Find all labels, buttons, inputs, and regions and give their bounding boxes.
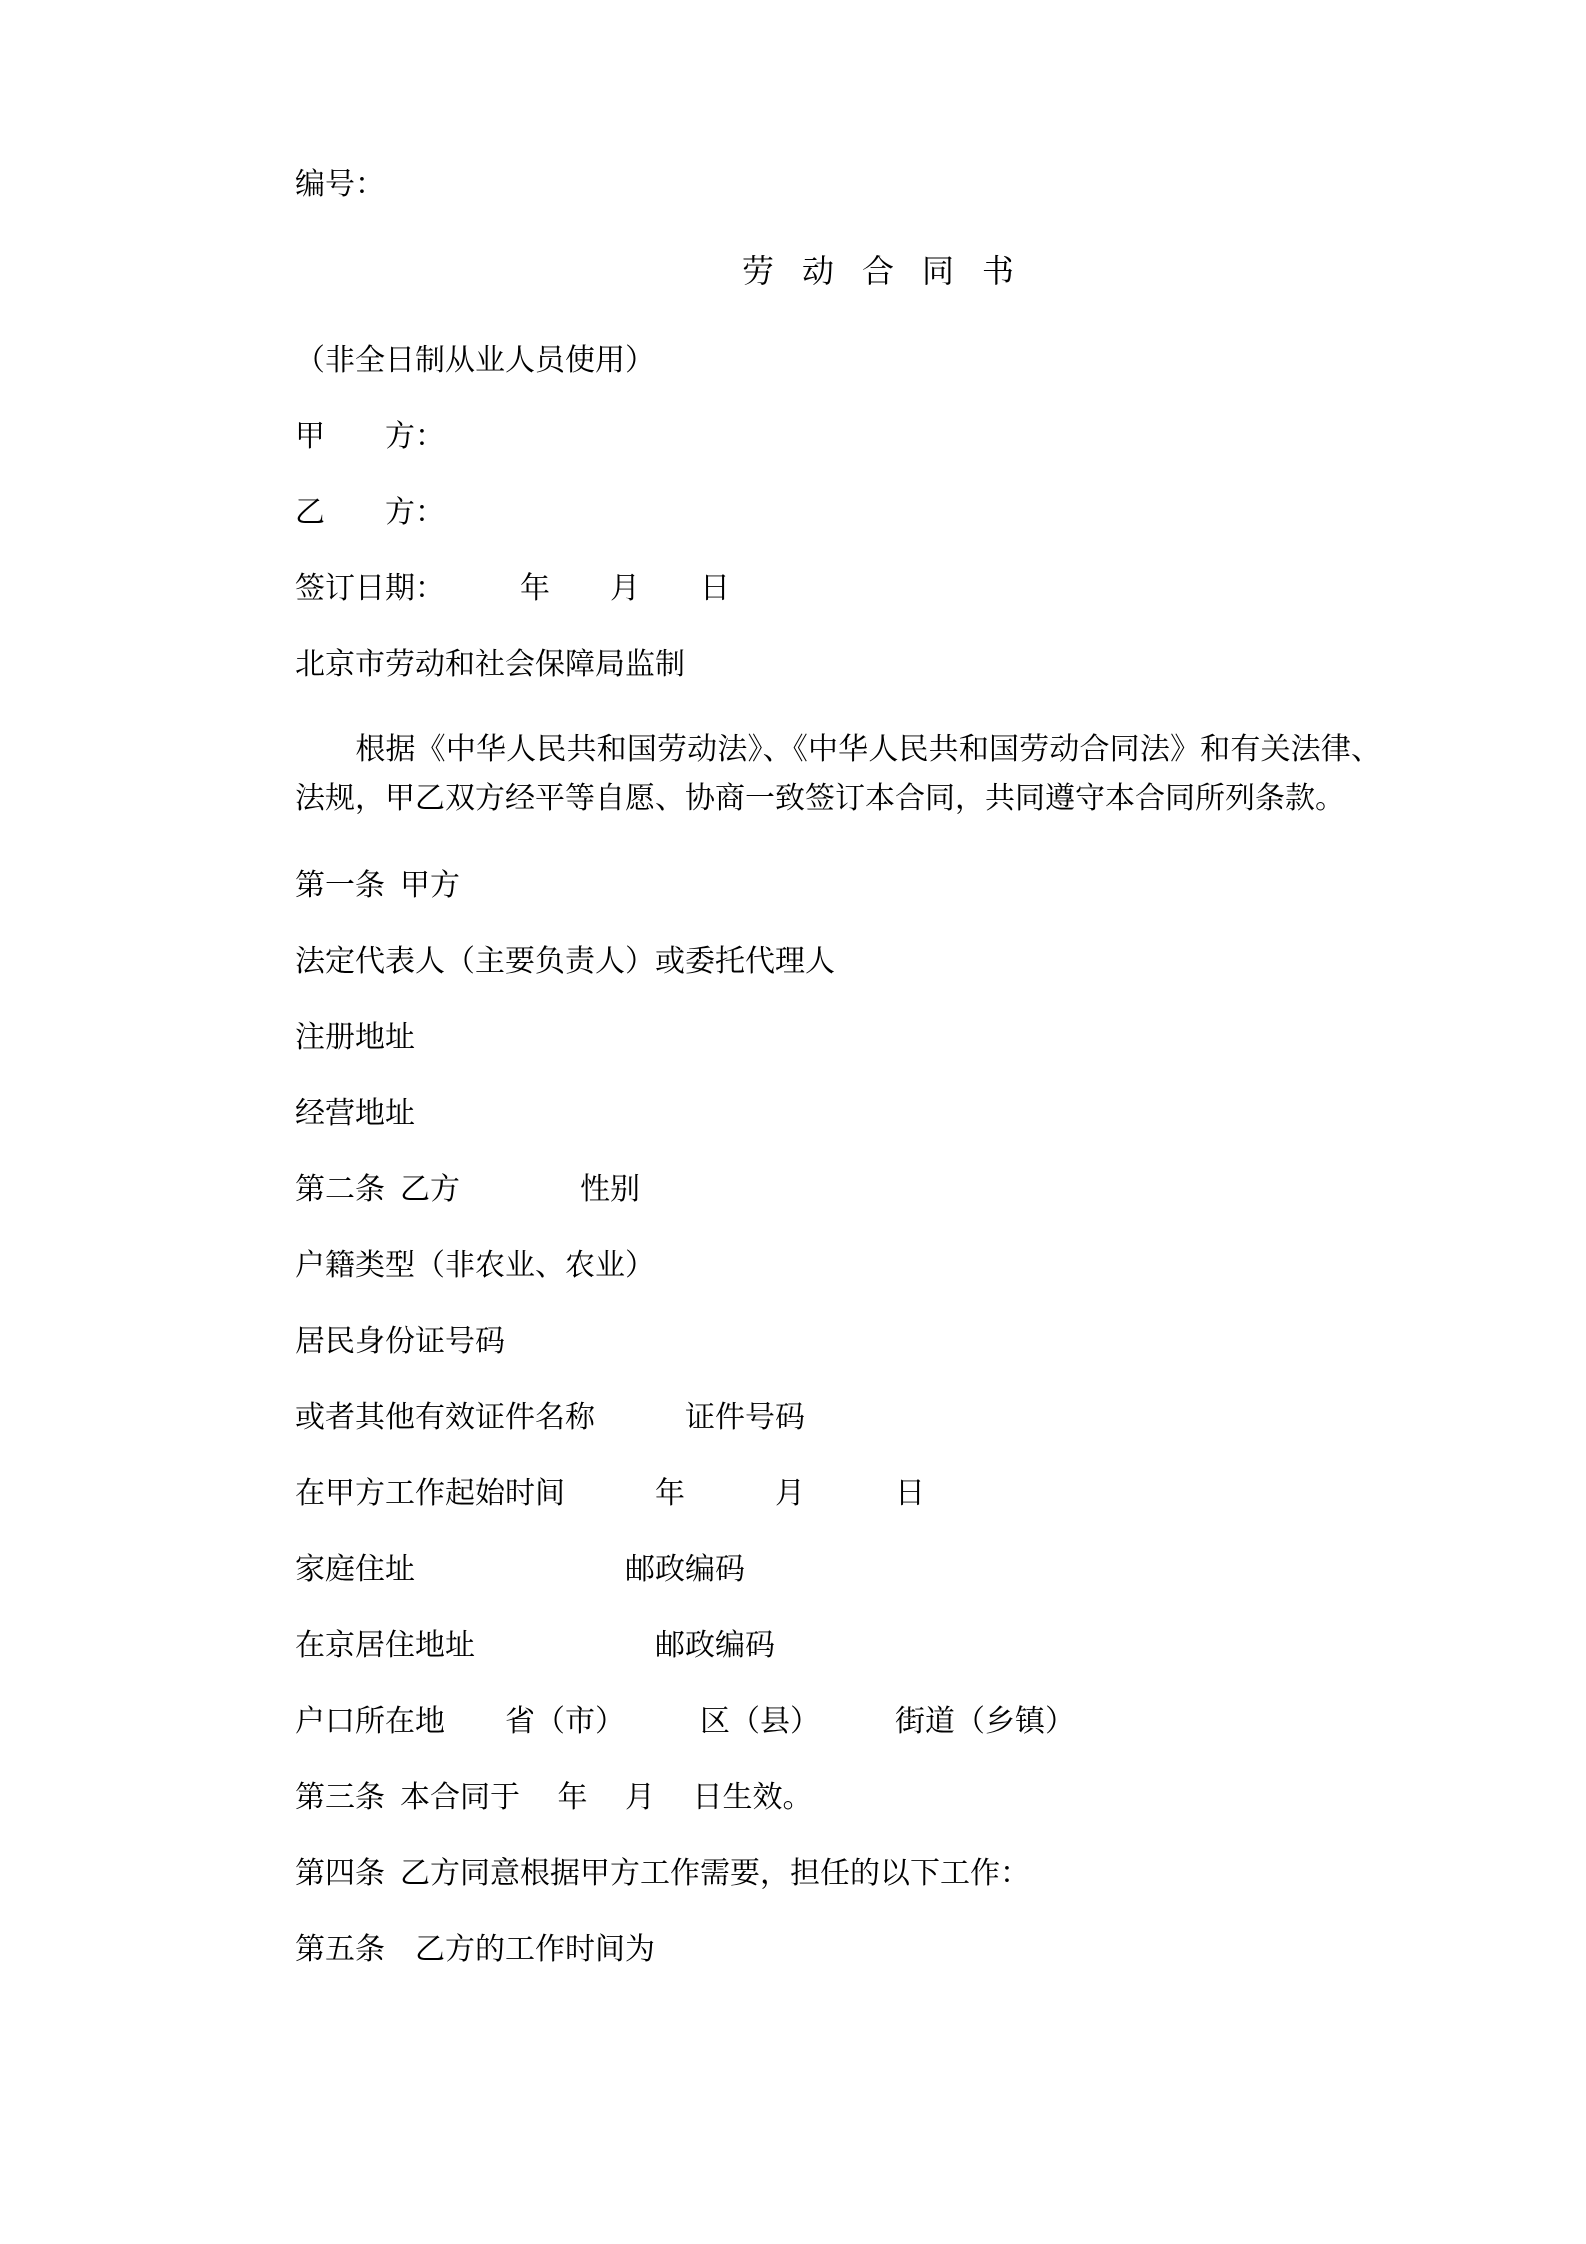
document-title: 劳 动 合 同 书	[741, 253, 1024, 289]
clause-4-job-duties: 第四条 乙方同意根据甲方工作需要，担任的以下工作：	[295, 1857, 1030, 1891]
clause-work-start-date: 在甲方工作起始时间 年 月 日	[295, 1477, 925, 1511]
clause-1-party-a: 第一条 甲方	[295, 869, 460, 903]
signing-date-label: 签订日期： 年 月 日	[295, 572, 730, 605]
preamble-paragraph: 根据《中华人民共和国劳动法》、《中华人民共和国劳动合同法》和有关法律、法规，甲乙双方经平等自愿、协商一致签订本合同，共同遵守本合同所列条款。	[295, 733, 1381, 815]
clause-beijing-address: 在京居住地址 邮政编码	[295, 1629, 775, 1663]
clause-household-location: 户口所在地 省（市） 区（县） 街道（乡镇）	[295, 1705, 1075, 1739]
clause-id-number: 居民身份证号码	[295, 1325, 505, 1359]
clause-home-address: 家庭住址 邮政编码	[295, 1553, 745, 1587]
clause-2-party-b: 第二条 乙方 性别	[295, 1173, 640, 1207]
clause-household-type: 户籍类型（非农业、农业）	[295, 1249, 655, 1283]
clause-5-working-hours: 第五条 乙方的工作时间为	[295, 1933, 655, 1967]
clause-3-effective-date: 第三条 本合同于 年 月 日生效。	[295, 1781, 813, 1815]
document-subtitle: （非全日制从业人员使用）	[295, 344, 655, 377]
contract-number-label: 编号：	[295, 168, 385, 201]
issuing-authority: 北京市劳动和社会保障局监制	[295, 648, 685, 681]
clause-business-address: 经营地址	[295, 1097, 415, 1131]
clause-legal-representative: 法定代表人（主要负责人）或委托代理人	[295, 945, 835, 979]
party-a-label: 甲 方：	[295, 420, 445, 453]
clause-other-certificate: 或者其他有效证件名称 证件号码	[295, 1401, 805, 1435]
clause-registered-address: 注册地址	[295, 1021, 415, 1055]
party-b-label: 乙 方：	[295, 496, 445, 529]
